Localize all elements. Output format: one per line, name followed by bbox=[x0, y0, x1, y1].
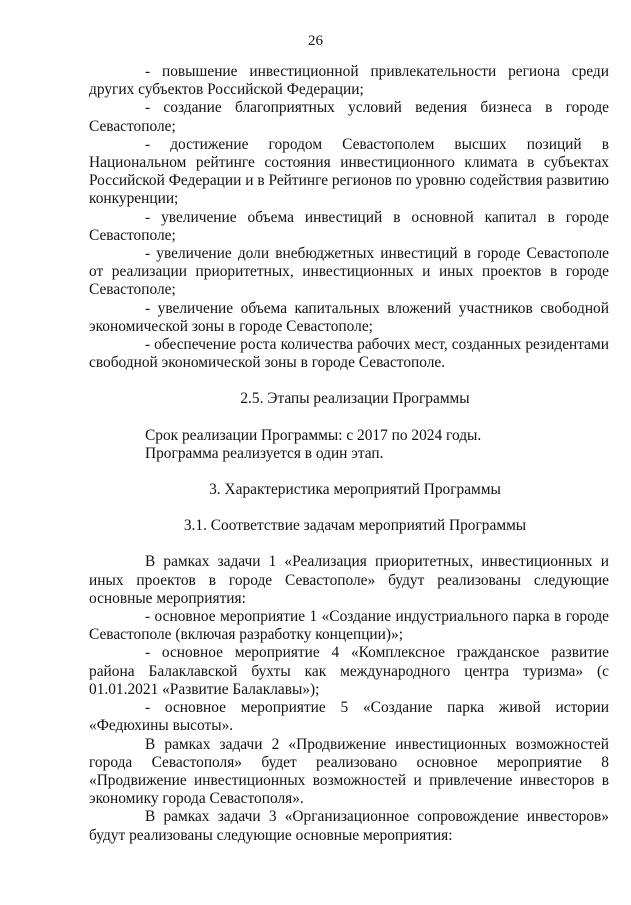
list-item: - создание благоприятных условий ведения бизнеса в городе Севастополе; bbox=[89, 99, 609, 135]
list-item: - основное мероприятие 4 «Комплексное гражданское развитие района Балаклавской бухты как международного центра туризма» (с 01.01.2021 «Развитие Балаклавы»); bbox=[89, 644, 609, 698]
list-item: - основное мероприятие 5 «Создание парка живой истории «Федюхины высоты». bbox=[89, 699, 609, 735]
stage-line: Программа реализуется в один этап. bbox=[145, 444, 384, 462]
page-content bbox=[89, 63, 609, 845]
list-item: - увеличение объема инвестиций в основной капитал в городе Севастополе; bbox=[89, 208, 609, 244]
list-item: - обеспечение роста количества рабочих мест, созданных резидентами свободной экономической зоны в городе Севастополе. bbox=[89, 336, 609, 372]
task2-paragraph: В рамках задачи 2 «Продвижение инвестиционных возможностей города Севастополя» будет реализовано основное мероприятие 8 «Продвижение инвестиционных возможностей и привлечение инвесторов в экономику города Севастополя». bbox=[89, 735, 609, 808]
list-item: - основное мероприятие 1 «Создание индустриального парка в городе Севастополе (включая разработку концепции)»; bbox=[89, 608, 609, 644]
page-number: 26 bbox=[308, 33, 323, 49]
term-line: Срок реализации Программы: с 2017 по 2024 годы. bbox=[145, 426, 482, 444]
section-heading-2-5: 2.5. Этапы реализации Программы bbox=[240, 390, 470, 408]
task3-paragraph: В рамках задачи 3 «Организационное сопровождение инвесторов» будут реализованы следующие основные мероприятия: bbox=[89, 808, 609, 844]
list-item: - достижение городом Севастополем высших позиций в Национальном рейтинге состояния инвестиционного климата в субъектах Российской Федерации и в Рейтинге регионов по уровню содействия развитию конкуренции; bbox=[89, 135, 609, 208]
task1-intro: В рамках задачи 1 «Реализация приоритетных, инвестиционных и иных проектов в городе Севастополе» будут реализованы следующие основные мероприятия: bbox=[89, 553, 609, 607]
list-item: - увеличение объема капитальных вложений участников свободной экономической зоны в городе Севастополе; bbox=[89, 299, 609, 335]
section-heading-3: 3. Характеристика мероприятий Программы bbox=[209, 481, 501, 499]
list-item: - увеличение доли внебюджетных инвестиций в городе Севастополе от реализации приоритетных, инвестиционных и иных проектов в городе Севастополе; bbox=[89, 245, 609, 299]
section-heading-3-1: 3.1. Соответствие задачам мероприятий Программы bbox=[183, 517, 527, 535]
list-item: - повышение инвестиционной привлекательности региона среди других субъектов Российской Федерации; bbox=[89, 63, 609, 99]
